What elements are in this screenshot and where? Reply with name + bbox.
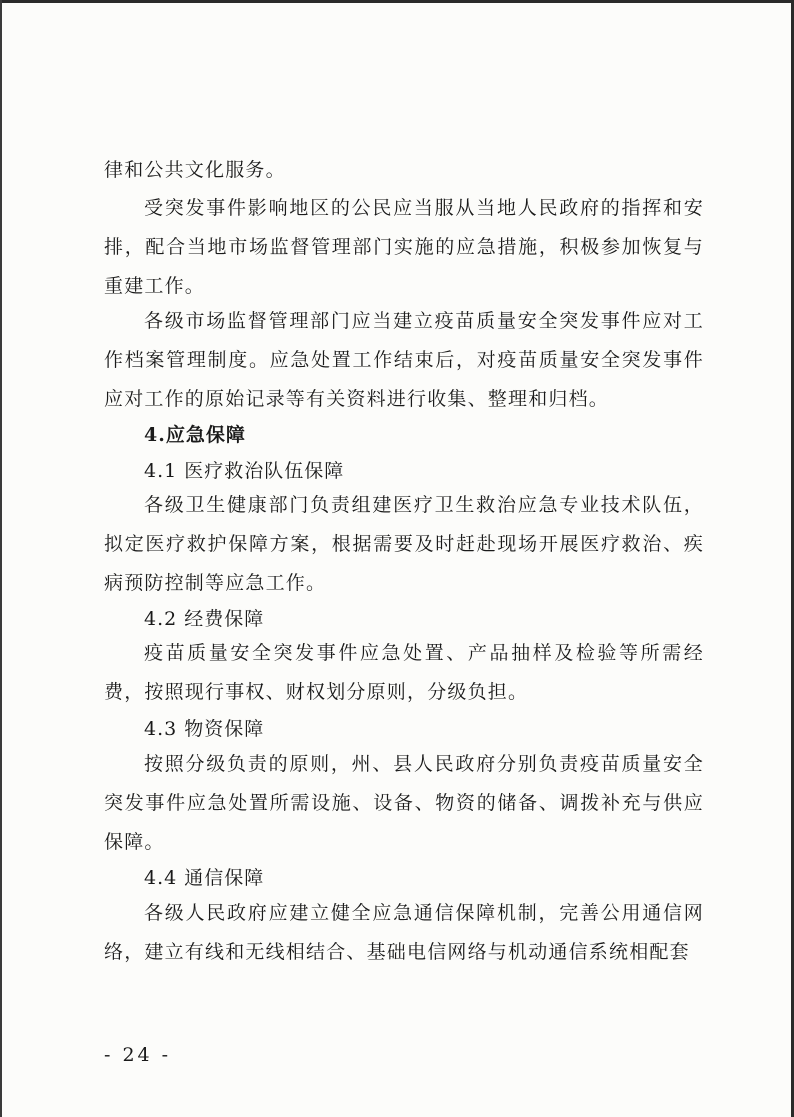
subsection-heading-materials: 4.3 物资保障	[144, 718, 265, 740]
paragraph-communication: 各级人民政府应建立健全应急通信保障机制，完善公用通信网络，建立有线和无线相结合、基础电信网络与机动通信系统相配套	[104, 902, 704, 963]
scan-border-top	[0, 0, 794, 3]
subsection-heading-communication: 4.4 通信保障	[144, 867, 265, 889]
section-heading-emergency-support: 4.应急保障	[144, 424, 246, 446]
paragraph-funding: 疫苗质量安全突发事件应急处置、产品抽样及检验等所需经费，按照现行事权、财权划分原则，分级负担。	[104, 642, 704, 703]
paragraph-public-cooperation: 受突发事件影响地区的公民应当服从当地人民政府的指挥和安排，配合当地市场监督管理部门实施的应急措施，积极参加恢复与重建工作。	[104, 197, 704, 297]
paragraph-materials: 按照分级负责的原则，州、县人民政府分别负责疫苗质量安全突发事件应急处置所需设施、设备、物资的储备、调拨补充与供应保障。	[104, 753, 704, 853]
page-number: - 24 -	[104, 1044, 172, 1066]
paragraph-continuation: 律和公共文化服务。	[104, 159, 286, 181]
subsection-heading-medical-team: 4.1 医疗救治队伍保障	[144, 460, 345, 482]
scan-border-left	[0, 0, 2, 1117]
subsection-heading-funding: 4.2 经费保障	[144, 608, 265, 630]
paragraph-medical-team: 各级卫生健康部门负责组建医疗卫生救治应急专业技术队伍，拟定医疗救护保障方案，根据需要及时赶赴现场开展医疗救治、疾病预防控制等应急工作。	[104, 494, 704, 594]
paragraph-archive-management: 各级市场监督管理部门应当建立疫苗质量安全突发事件应对工作档案管理制度。应急处置工作结束后，对疫苗质量安全突发事件应对工作的原始记录等有关资料进行收集、整理和归档。	[104, 310, 704, 410]
